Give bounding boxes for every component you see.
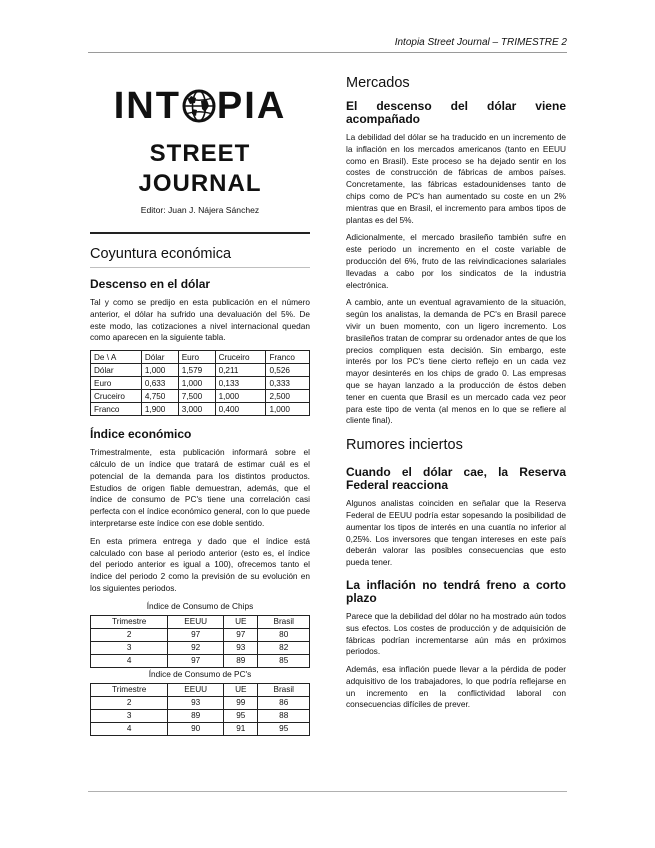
chips-index-table — [90, 615, 310, 668]
table-header-row — [91, 683, 310, 696]
table-cell: 95 — [258, 722, 310, 735]
section-title-coyuntura: Coyuntura económica — [90, 246, 232, 262]
article-title-indice: Índice económico — [90, 427, 192, 442]
table-cell: 1,000 — [266, 403, 310, 416]
table-cell: 91 — [224, 722, 258, 735]
table-row — [91, 364, 310, 377]
table-cell: 92 — [168, 641, 224, 654]
article-body-indice-2: En esta primera entrega y dado que el índice está calculado con base al periodo anterior (esto es, el índice del periodo anterior es igual a 100), ofrecemos tanto el índice del periodo 2 como la previsión de su evolución en los siguientes periodos. — [90, 535, 310, 593]
article-title-reserva-federal: Cuando el dólar cae, la Reserva Federal reacciona — [346, 465, 566, 493]
table-cell: 1,000 — [141, 364, 178, 377]
table-cell: 97 — [224, 628, 258, 641]
table-cell: Dólar — [91, 364, 142, 377]
section-title-rumores: Rumores inciertos — [346, 437, 463, 454]
section-title-mercados: Mercados — [346, 75, 410, 91]
table-row — [91, 390, 310, 403]
table-cell: 2,500 — [266, 390, 310, 403]
table-cell: 3 — [91, 709, 168, 722]
table-cell: 89 — [224, 654, 258, 667]
masthead-divider — [90, 232, 310, 234]
table-cell: 2 — [91, 696, 168, 709]
table-row — [91, 377, 310, 390]
article-body-reserva-federal: Algunos analistas coinciden en señalar que la Reserva Federal de EEUU podría estar sopesando la posibilidad de aumentar los tipos de interés en una cuantía no inferior al 0,25%. Los inversores que tengan intereses en este país deberán valorar las posibles consecuencias que esto pueda tener. — [346, 498, 566, 568]
article-body-indice-1: Trimestralmente, esta publicación informará sobre el cálculo de un índice que tratará de estimar cuál es el potencial de la demanda para los distintos productos. Estudios de origen fiable demuestran, además, que el índice de consumo de PC's tiene una correlación casi perfecta con el índice económico general, con lo que puede interpretarse este índice con ese doble sentido. — [90, 447, 310, 528]
table-cell: Euro — [91, 377, 142, 390]
article-body-mercados-2: Adicionalmente, el mercado brasileño también sufre en este periodo un incremento en el coste variable de producción del 6%, fruto de las reivindicaciones salariales llevadas a cabo por los sindicatos de la industria electrónica. — [346, 232, 566, 290]
table-cell: 97 — [168, 654, 224, 667]
table-row — [91, 696, 310, 709]
table-cell: 93 — [224, 641, 258, 654]
article-body-descenso: Tal y como se predijo en esta publicación en el número anterior, el dólar ha sufrido una devaluación del 5%. De este modo, las cotizaciones a nivel internacional quedan como aparecen en la siguiente tabla. — [90, 297, 310, 343]
table-cell: 0,211 — [215, 364, 266, 377]
table-cell: 95 — [224, 709, 258, 722]
table-row — [91, 709, 310, 722]
table-row — [91, 641, 310, 654]
table-header-cell: Euro — [178, 351, 215, 364]
table-header-cell: EEUU — [168, 683, 224, 696]
intopia-logo — [90, 86, 310, 126]
table-header-row — [91, 351, 310, 364]
table-header-cell: UE — [224, 615, 258, 628]
table-header-cell: Franco — [266, 351, 310, 364]
table-row — [91, 403, 310, 416]
table-row — [91, 654, 310, 667]
pcs-table-caption: Índice de Consumo de PC's — [148, 668, 252, 679]
table-cell: 97 — [168, 628, 224, 641]
table-cell: Cruceiro — [91, 390, 142, 403]
table-cell: 3,000 — [178, 403, 215, 416]
table-header-cell: UE — [224, 683, 258, 696]
table-header-cell: Trimestre — [91, 615, 168, 628]
running-header: Intopia Street Journal – TRIMESTRE 2 — [88, 36, 567, 53]
table-header-cell: Brasil — [258, 683, 310, 696]
table-cell: 85 — [258, 654, 310, 667]
table-cell: 89 — [168, 709, 224, 722]
footer-divider — [88, 791, 567, 792]
table-cell: 82 — [258, 641, 310, 654]
logo-text-left: INT — [113, 85, 181, 127]
masthead — [90, 86, 310, 234]
chips-table-caption: Índice de Consumo de Chips — [146, 600, 254, 611]
article-title-descenso: Descenso en el dólar — [90, 277, 211, 291]
right-column — [346, 62, 566, 717]
article-title-descenso-dolar: El descenso del dólar viene acompañado — [346, 99, 566, 126]
table-header-cell: Trimestre — [91, 683, 168, 696]
table-cell: 1,579 — [178, 364, 215, 377]
table-cell: 0,133 — [215, 377, 266, 390]
table-header-row — [91, 615, 310, 628]
table-cell: 3 — [91, 641, 168, 654]
article-title-inflacion: La inflación no tendrá freno a corto plazo — [346, 577, 566, 605]
table-header-cell: Brasil — [258, 615, 310, 628]
table-cell: 1,900 — [141, 403, 178, 416]
table-cell: 86 — [258, 696, 310, 709]
article-body-inflacion-1: Parece que la debilidad del dólar no ha mostrado aún todos sus efectos. Los costes de producción y de adquisición de fábricas podrían incrementarse aún más en próximos periodos. — [346, 610, 566, 657]
table-header-cell: De \ A — [91, 351, 142, 364]
table-cell: 0,400 — [215, 403, 266, 416]
exchange-rate-table — [90, 350, 310, 416]
editor-credit: Editor: Juan J. Nájera Sánchez — [140, 205, 260, 215]
section-divider — [90, 267, 310, 268]
globe-icon — [182, 89, 216, 123]
table-cell: 0,633 — [141, 377, 178, 390]
table-cell: 2 — [91, 628, 168, 641]
table-cell: 7,500 — [178, 390, 215, 403]
table-header-cell: Dólar — [141, 351, 178, 364]
masthead-street: STREET — [149, 140, 251, 167]
article-body-mercados-3: A cambio, ante un eventual agravamiento de la situación, según los analistas, la demanda de PC's en Brasil parece vivir un buen momento, con un ligero incremento. Los brasileños tratan de comprar su ordenador antes de que los precios compliquen esta decisión. Sin embargo, este interés por los PC's tiene cierto reflejo en un cada vez mayor desinterés en los chips de grado 0. Las empresas que se hayan lanzado a la producción de éstos deben tener en cuenta que Brasil es un mercado cada vez peor para este tipo de venta (al menos en lo que se refiere al cliente final). — [346, 297, 567, 426]
table-cell: 4,750 — [141, 390, 178, 403]
table-header-cell: Cruceiro — [215, 351, 266, 364]
table-row — [91, 722, 310, 735]
table-row — [91, 628, 310, 641]
table-cell: 1,000 — [215, 390, 266, 403]
table-cell: 0,526 — [266, 364, 310, 377]
table-header-cell: EEUU — [168, 615, 224, 628]
table-cell: 80 — [258, 628, 310, 641]
table-cell: 88 — [258, 709, 310, 722]
pcs-index-table — [90, 683, 310, 736]
table-cell: Franco — [91, 403, 142, 416]
logo-text-right: PIA — [216, 85, 287, 127]
table-cell: 90 — [168, 722, 224, 735]
left-column — [90, 62, 310, 736]
table-cell: 0,333 — [266, 377, 310, 390]
table-cell: 99 — [224, 696, 258, 709]
table-cell: 4 — [91, 722, 168, 735]
article-body-inflacion-2: Además, esa inflación puede llevar a la pérdida de poder adquisitivo de los trabajadores, lo que podría reflejarse en un incremento en la conflictividad laboral con consecuencias difíciles de prever. — [346, 664, 566, 710]
masthead-journal: JOURNAL — [138, 170, 262, 197]
table-cell: 4 — [91, 654, 168, 667]
article-body-mercados-1: La debilidad del dólar se ha traducido en un incremento de la inflación en los mercados americanos (tanto en EEUU como en Brasil). Este proceso se ha dejado sentir en los costes de construcción de fábricas de ambos países. Concretamente, las fábricas estadounidenses tanto de chips como de PC's han aumentado su coste en un 2% mientras que en Brasil, el incremento para ambos tipos de plantas es del 5%. — [346, 132, 566, 225]
table-cell: 93 — [168, 696, 224, 709]
table-cell: 1,000 — [178, 377, 215, 390]
